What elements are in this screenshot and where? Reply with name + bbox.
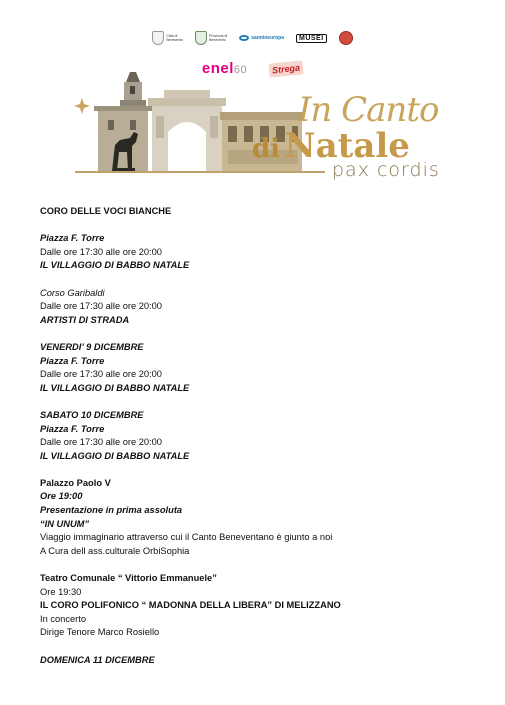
schedule-line: Dalle ore 17:30 alle ore 20:00 xyxy=(40,246,162,257)
spacer xyxy=(40,395,480,409)
partner-logos xyxy=(0,28,505,48)
province-logo-line1: Provincia di xyxy=(209,34,228,38)
schedule-line: IL VILLAGGIO DI BABBO NATALE xyxy=(40,450,190,461)
city-logo xyxy=(152,31,183,45)
emblem-logo xyxy=(339,31,353,45)
schedule-line: SABATO 10 DICEMBRE xyxy=(40,409,144,420)
enel-number: 60 xyxy=(233,64,248,76)
spacer xyxy=(40,558,480,572)
schedule-line: DOMENICA 11 DICEMBRE xyxy=(40,654,155,665)
schedule-line: IL VILLAGGIO DI BABBO NATALE xyxy=(40,382,190,393)
schedule-line: IL VILLAGGIO DI BABBO NATALE xyxy=(40,260,190,271)
schedule-line: In concerto xyxy=(40,613,86,624)
strega-logo: Strega xyxy=(268,60,303,77)
spacer xyxy=(40,273,480,287)
spacer xyxy=(40,219,480,233)
spacer xyxy=(40,327,480,341)
province-crest-icon xyxy=(195,31,207,45)
title-natale: Natale xyxy=(284,126,410,166)
schedule-line: Presentazione in prima assoluta xyxy=(40,505,183,516)
event-title-banner xyxy=(60,60,460,190)
spacer xyxy=(40,640,480,654)
city-crest-icon xyxy=(152,31,164,45)
schedule-line: A Cura dell ass.culturale OrbiSophia xyxy=(40,545,190,556)
schedule-line: IL CORO POLIFONICO “ MADONNA DELLA LIBERA” DI MELIZZANO xyxy=(40,600,341,611)
province-logo-line2: Benevento xyxy=(209,38,226,42)
schedule-line: Ore 19:30 xyxy=(40,586,82,597)
enel-text: enel xyxy=(201,60,234,77)
schedule-line: Piazza F. Torre xyxy=(40,355,105,366)
wave-icon xyxy=(239,35,249,41)
schedule-line: Viaggio immaginario attraverso cui il Canto Beneventano è giunto a noi xyxy=(40,532,333,543)
schedule-line: Corso Garibaldi xyxy=(40,287,105,298)
city-logo-line1: Città di xyxy=(166,34,178,38)
schedule-line: Piazza F. Torre xyxy=(40,423,105,434)
title-pax-cordis: pax cordis xyxy=(332,159,440,181)
city-logo-line2: Benevento xyxy=(166,38,184,42)
title-in-canto: In Canto xyxy=(298,90,439,130)
title-di: di xyxy=(252,134,281,164)
schedule-line: Teatro Comunale “ Vittorio Emmanuele” xyxy=(40,573,217,584)
sannioeuropa-text: sannioeuropa xyxy=(251,35,284,41)
musei-text: MUSEI xyxy=(296,34,327,43)
schedule-line: “IN UNUM” xyxy=(40,518,90,529)
spacer xyxy=(40,463,480,477)
schedule-line: ARTISTI DI STRADA xyxy=(40,314,130,325)
red-emblem-icon xyxy=(339,31,353,45)
schedule-line: Palazzo Paolo V xyxy=(40,477,111,488)
schedule-line: VENERDI’ 9 DICEMBRE xyxy=(40,341,144,352)
schedule-line: Ore 19:00 xyxy=(40,491,83,502)
schedule-line: Dalle ore 17:30 alle ore 20:00 xyxy=(40,369,162,380)
schedule-line: Dalle ore 17:30 alle ore 20:00 xyxy=(40,301,162,312)
schedule-line: Piazza F. Torre xyxy=(40,233,105,244)
schedule-line: Dirige Tenore Marco Rosiello xyxy=(40,627,160,638)
province-logo xyxy=(195,31,227,45)
program-schedule xyxy=(40,205,480,667)
schedule-line: CORO DELLE VOCI BIANCHE xyxy=(40,206,172,216)
musei-logo xyxy=(296,34,327,43)
sannioeuropa-logo xyxy=(239,35,284,41)
schedule-line: Dalle ore 17:30 alle ore 20:00 xyxy=(40,437,162,448)
